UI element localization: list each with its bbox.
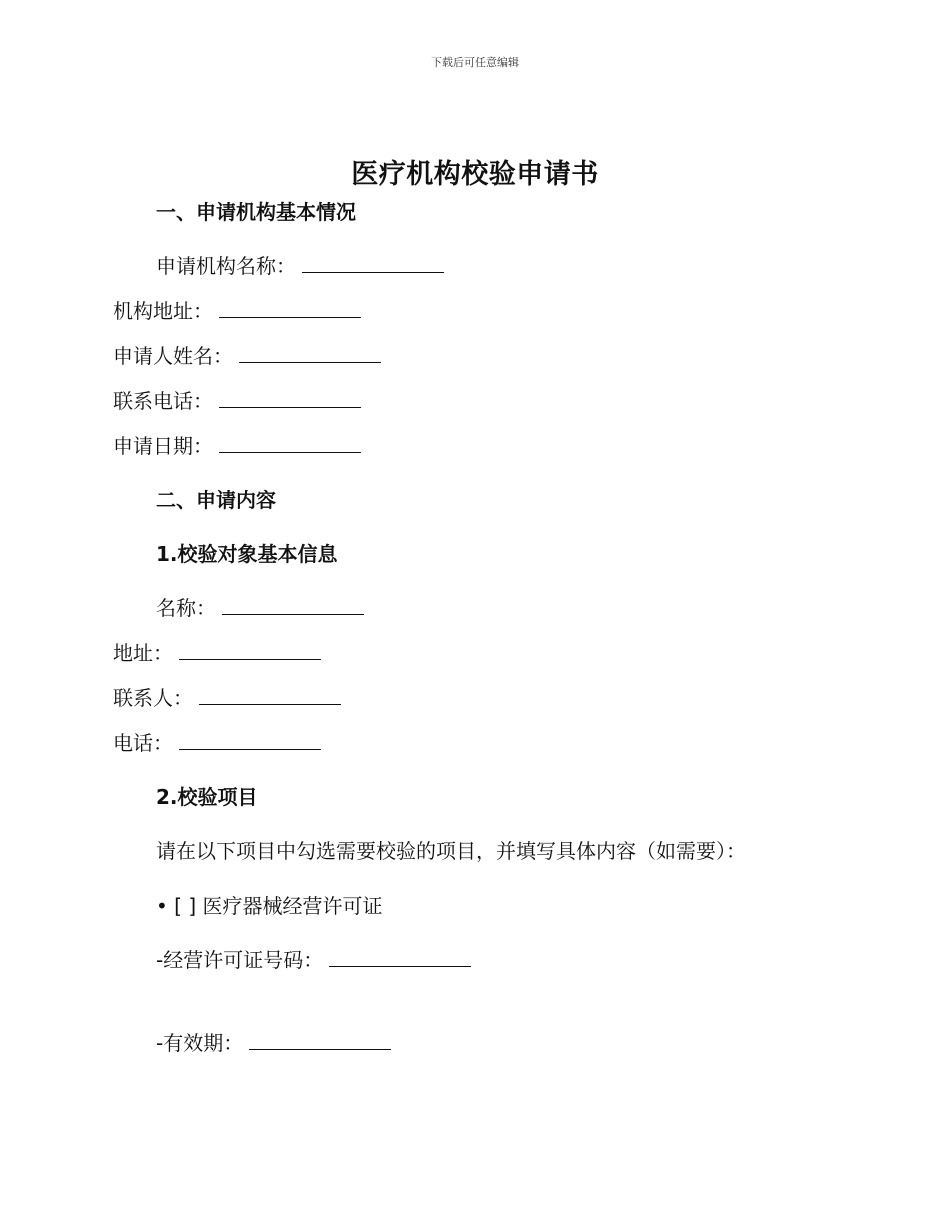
fill-blank[interactable] [302,270,444,273]
field-contact-phone [113,387,361,415]
field-applicant-name [113,342,381,370]
field-label: 联系人： [113,686,193,710]
field-label: 申请机构名称： [156,254,296,278]
field-label: 电话： [113,731,173,755]
field-label: 申请人姓名： [113,344,233,368]
fill-blank[interactable] [179,747,321,750]
field-target-phone [113,729,321,757]
fill-blank[interactable] [222,612,364,615]
field-license-number [156,946,471,974]
field-target-name [156,594,364,622]
field-label: 名称： [156,596,216,620]
fill-blank[interactable] [219,405,361,408]
checklist-item-device-license[interactable]: • [ ] 医疗器械经营许可证 [156,894,383,918]
fill-blank[interactable] [329,964,471,967]
fill-blank[interactable] [199,702,341,705]
fill-blank[interactable] [179,657,321,660]
field-label: 联系电话： [113,389,213,413]
field-institution-address [113,297,361,325]
fill-blank[interactable] [219,315,361,318]
field-label: 地址： [113,641,173,665]
fill-blank[interactable] [219,450,361,453]
fill-blank[interactable] [239,360,381,363]
section2-heading: 二、申请内容 [156,488,276,512]
page-header-note: 下载后可任意编辑 [431,56,519,69]
field-label: 申请日期： [113,434,213,458]
field-target-contact [113,684,341,712]
field-label: -有效期： [156,1031,244,1055]
field-institution-name [156,252,444,280]
section1-heading: 一、申请机构基本情况 [156,200,356,224]
document-title: 医疗机构校验申请书 [351,159,599,190]
fill-blank[interactable] [249,1047,391,1050]
instruction-text: 请在以下项目中勾选需要校验的项目，并填写具体内容（如需要）： [156,839,746,863]
subsection1-heading: 1.校验对象基本信息 [156,542,338,566]
subsection2-heading: 2.校验项目 [156,785,258,809]
field-target-address [113,639,321,667]
field-label: -经营许可证号码： [156,948,324,972]
field-label: 机构地址： [113,299,213,323]
field-application-date [113,432,361,460]
field-validity-period [156,1029,391,1057]
